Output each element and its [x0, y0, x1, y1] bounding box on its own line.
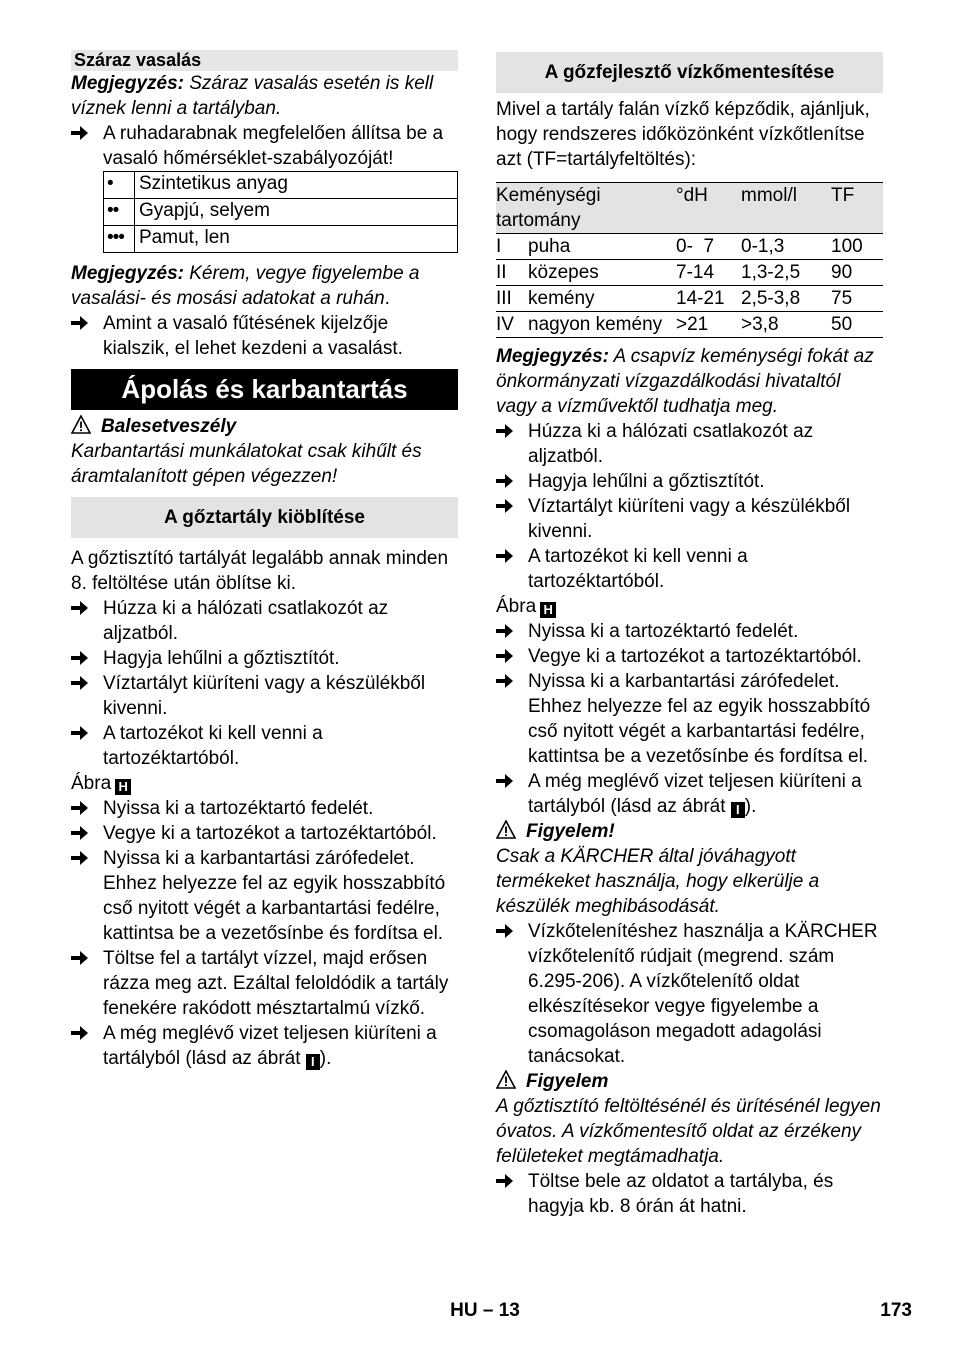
danger-text: Karbantartási munkálatokat csak kihűlt és áramtalanított gépen végezzen! [71, 441, 422, 487]
rinse-step: Nyissa ki a tartozéktartó fedelét. [71, 796, 458, 821]
footer-section-label: HU – 13 [450, 1300, 520, 1321]
arrow-icon [71, 311, 95, 336]
column-header: mmol/l [741, 183, 831, 234]
arrow-icon [496, 419, 520, 444]
arrow-icon [496, 469, 520, 494]
column-header: °dH [676, 183, 741, 234]
left-column [71, 50, 458, 1071]
warning-icon [71, 415, 93, 435]
step-set-temperature: A ruhadarabnak megfelelően állítsa be a vasaló hőmérséklet-szabályozóját! [71, 121, 458, 171]
rinse-intro: A gőztisztító tartályát legalább annak minden 8. feltöltése után öblítse ki. [71, 548, 449, 594]
table-row: II közepes 7-14 1,3-2,5 90 [496, 260, 883, 286]
arrow-icon [71, 821, 95, 846]
rinse-step: A tartozékot ki kell venni a tartozéktartóból. [71, 721, 458, 771]
rinse-step: Víztartályt kiüríteni vagy a készülékből kivenni. [71, 671, 458, 721]
arrow-icon [71, 796, 95, 821]
descale-step-stick: Vízkőtelenítéshez használja a KÄRCHER vízkőtelenítő rúdjait (megrend. szám 6.295-206). A vízkőtelenítő oldat elkészítésekor vegye figyelembe a csomagoláson megadott adagolási tanácsokat. [496, 919, 883, 1069]
figure-i-icon: I [306, 1054, 320, 1070]
arrow-icon [71, 721, 95, 746]
arrow-icon [496, 769, 520, 794]
caution2-text: A gőztisztító feltöltésénél és ürítésénél legyen óvatos. A vízkőmentesítő oldat az érzékeny felületeket megtámadhatja. [496, 1096, 881, 1167]
table-row: ••• Pamut, len [104, 226, 458, 253]
rinse-step: Hagyja lehűlni a gőztisztítót. [71, 646, 458, 671]
descale-step-final: Töltse bele az oldatot a tartályba, és hagyja kb. 8 órán át hatni. [496, 1169, 883, 1219]
figure-i-icon: I [731, 802, 745, 818]
rinse-step: Húzza ki a hálózati csatlakozót az aljzatból. [71, 596, 458, 646]
figure-h-icon: H [115, 779, 131, 795]
descale-step-empty: A még meglévő vizet teljesen kiüríteni a tartályból (lásd az ábrát I ). [496, 769, 883, 819]
arrow-icon [71, 596, 95, 621]
dry-ironing-note: Megjegyzés: Száraz vasalás esetén is kell víznek lenni a tartályban. [71, 73, 434, 119]
laundry-note: Megjegyzés: Kérem, vegye figyelembe a vasalási- és mosási adatokat a ruhán. [71, 263, 420, 309]
arrow-icon [496, 544, 520, 569]
descale-step: A tartozékot ki kell venni a tartozéktartóból. [496, 544, 883, 594]
rinse-heading: A gőztartály kiöblítése [71, 497, 458, 538]
warning-icon [496, 820, 518, 840]
arrow-icon [496, 644, 520, 669]
rinse-step: Töltse fel a tartályt vízzel, majd erősen rázza meg azt. Ezáltal feloldódik a tartály fenekére rakódott mésztartalmú vízkő. [71, 946, 458, 1021]
descale-step: Víztartályt kiüríteni vagy a készülékből kivenni. [496, 494, 883, 544]
arrow-icon [496, 494, 520, 519]
warning-icon [496, 1070, 518, 1090]
arrow-icon [71, 1021, 95, 1046]
descale-heading: A gőzfejlesztő vízkőmentesítése [496, 52, 883, 93]
descale-step: Vegye ki a tartozékot a tartozéktartóból. [496, 644, 883, 669]
table-row: I puha 0- 7 0-1,3 100 [496, 234, 883, 260]
descale-step: Hagyja lehűlni a gőztisztítót. [496, 469, 883, 494]
descale-intro: Mivel a tartály falán vízkő képződik, ajánljuk, hogy rendszeres időközönként vízkőtlenítse azt (TF=tartályfeltöltés): [496, 99, 870, 170]
caution-text: Csak a KÄRCHER által jóváhagyott termékeket használja, hogy elkerülje a készülék meghibásodását. [496, 846, 820, 917]
table-row: • Szintetikus anyag [104, 172, 458, 199]
step-start-ironing: Amint a vasaló fűtésének kijelzője kialszik, el lehet kezdeni a vasalást. [71, 311, 458, 361]
page-number: 173 [880, 1300, 912, 1321]
section-title: Ápolás és karbantartás [71, 369, 458, 410]
hardness-note: Megjegyzés: A csapvíz keménységi fokát az önkormányzati vízgazdálkodási hivataltól vagy a vízművektől tudhatja meg. [496, 346, 874, 417]
descale-step: Nyissa ki a tartozéktartó fedelét. [496, 619, 883, 644]
descale-step: Nyissa ki a karbantartási zárófedelet. Ehhez helyezze fel az egyik hosszabbító cső nyitott végét a karbantartási fedélre, kattintsa be a vezetősínbe és fordítsa el. [496, 669, 883, 769]
caution-heading: Figyelem! [496, 819, 883, 844]
table-row: •• Gyapjú, selyem [104, 199, 458, 226]
arrow-icon [71, 646, 95, 671]
table-row: III kemény 14-21 2,5-3,8 75 [496, 286, 883, 312]
arrow-icon [496, 1169, 520, 1194]
hardness-table [496, 182, 883, 338]
figure-reference: Ábra H [496, 594, 883, 619]
arrow-icon [71, 946, 95, 971]
figure-h-icon: H [540, 602, 556, 618]
caution2-heading: Figyelem [496, 1069, 883, 1094]
table-row: IV nagyon kemény >21 >3,8 50 [496, 312, 883, 338]
rinse-step-empty: A még meglévő vizet teljesen kiüríteni a tartályból (lásd az ábrát I ). [71, 1021, 458, 1071]
rinse-step: Vegye ki a tartozékot a tartozéktartóból. [71, 821, 458, 846]
dry-ironing-heading: Száraz vasalás [71, 50, 458, 71]
arrow-icon [496, 919, 520, 944]
column-header: TF [831, 183, 883, 234]
figure-reference: Ábra H [71, 771, 458, 796]
arrow-icon [71, 846, 95, 871]
temperature-table [103, 171, 458, 253]
descale-step: Húzza ki a hálózati csatlakozót az aljzatból. [496, 419, 883, 469]
right-column [496, 50, 883, 1219]
rinse-step: Nyissa ki a karbantartási zárófedelet. Ehhez helyezze fel az egyik hosszabbító cső nyitott végét a karbantartási fedélre, kattintsa be a vezetősínbe és fordítsa el. [71, 846, 458, 946]
table-header-row [496, 183, 883, 234]
arrow-icon [496, 669, 520, 694]
arrow-icon [71, 671, 95, 696]
arrow-icon [496, 619, 520, 644]
danger-heading: Balesetveszély [71, 414, 458, 439]
arrow-icon [71, 121, 95, 146]
column-header: Keménységi tartomány [496, 183, 676, 234]
